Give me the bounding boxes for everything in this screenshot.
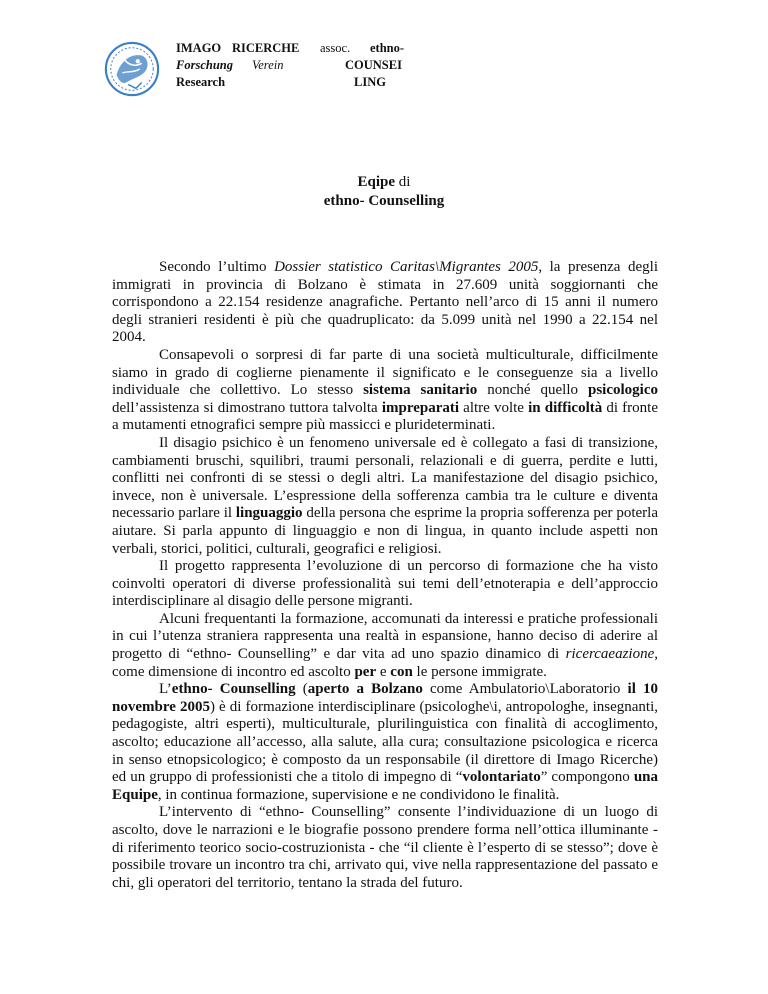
imago-ricerche-logo-icon xyxy=(103,40,161,98)
paragraph-2: Consapevoli o sorpresi di far parte di una società multiculturale, difficilmente siamo in grado di coglierne pienamente il significato e le conseguenze sia a livello individuale che collettivo. Lo stesso sistema sanitario nonché quello psicologico dell’assistenza si dimostrano tuttora talvolta impreparati altre volte in difficoltà di fronte a mutamenti etnografici sempre più massicci e plurideterminati. xyxy=(112,346,658,434)
paragraph-1: Secondo l’ultimo Dossier statistico Caritas\Migrantes 2005, la presenza degli immigrati in provincia di Bolzano è stimata in 27.609 unità soggiornanti che corrispondono a 22.154 residenze anagrafiche. Pertanto nell’arco di 15 anni il numero degli stranieri residenti è più che quadruplicato: da 5.099 unità nel 1990 a 22.154 nel 2004. xyxy=(112,259,658,346)
header-verein: Verein xyxy=(252,58,284,72)
document-body xyxy=(112,259,658,892)
header-ethno: ethno- xyxy=(370,41,405,55)
paragraph-5: Alcuni frequentanti la formazione, accomunati da interessi e pratiche professionali in cui l’utenza straniera rappresenta una realtà in espansione, hanno deciso di aderire al progetto di “ethno- Counselling” e dar vita ad uno spazio dinamico di ricercaeazione, come dimensione di incontro ed ascolto per e con le persone immigrate. xyxy=(112,610,658,680)
paragraph-3: Il disagio psichico è un fenomeno universale ed è collegato a fasi di transizione, cambiamenti bruschi, squilibri, traumi personali, relazionali e di guerra, perdite e lutti, conflitti nei confronti di se stessi o degli altri. La manifestazione del disagio psichico, invece, non è universale. L’espressione della sofferenza cambia tra le culture e diventa necessario parlare il linguaggio della persona che esprime la propria sofferenza per poterla aiutare. Si parla appunto di linguaggio e non di lingua, in quanto include aspetti non verbali, storici, politici, culturali, geografici e religiosi. xyxy=(112,434,659,557)
header-org-name: IMAGO xyxy=(176,41,222,55)
header-counsei: COUNSEI xyxy=(345,58,402,72)
header-research: Research xyxy=(176,75,226,89)
paragraph-6: L’ethno- Counselling (aperto a Bolzano come Ambulatorio\Laboratorio il 10 novembre 2005) è di formazione interdisciplinare (psicologhe\i, antropologhe, insegnanti, pedagogiste, altri esperti), multiculturale, plurilinguistica con finalità di accoglimento, ascolto; educazione all’accesso, alla salute, alla cura; consultazione psicologica e ricerca in senso etnopsicologico; è composto da un responsabile (il direttore di Imago Ricerche) ed un gruppo di professionisti che a titolo di impegno di “volontariato” compongono una Equipe, in continua formazione, supervisione e ne condividono le finalità. xyxy=(112,681,658,803)
header-ling: LING xyxy=(354,75,386,89)
header-org-name-2: RICERCHE xyxy=(232,41,300,55)
paragraph-4: Il progetto rappresenta l’evoluzione di un percorso di formazione che ha visto coinvolti operatori di diverse professionalità sui temi dell’etnoterapia e dell’approccio interdisciplinare al disagio delle persone migranti. xyxy=(112,558,658,610)
header-assoc: assoc. xyxy=(320,41,351,55)
title-line-2: ethno- Counselling xyxy=(323,193,445,209)
title-line-1: Eqipe di xyxy=(357,174,411,190)
document-title xyxy=(0,173,768,211)
paragraph-7: L’intervento di “ethno- Counselling” consente l’individuazione di un luogo di ascolto, dove le narrazioni e le biografie possono prendere forma nell’ottica illuminante - di riferimento teorico socio-costruzionista - che “il cliente è l’esperto di se stesso”; dove è possibile trovare un incontro tra chi, arrivato qui, vive nella rappresentazione del passato e chi, gli operatori del territorio, tentano la strada del futuro. xyxy=(112,804,658,891)
header-forschung: Forschung xyxy=(176,58,233,72)
